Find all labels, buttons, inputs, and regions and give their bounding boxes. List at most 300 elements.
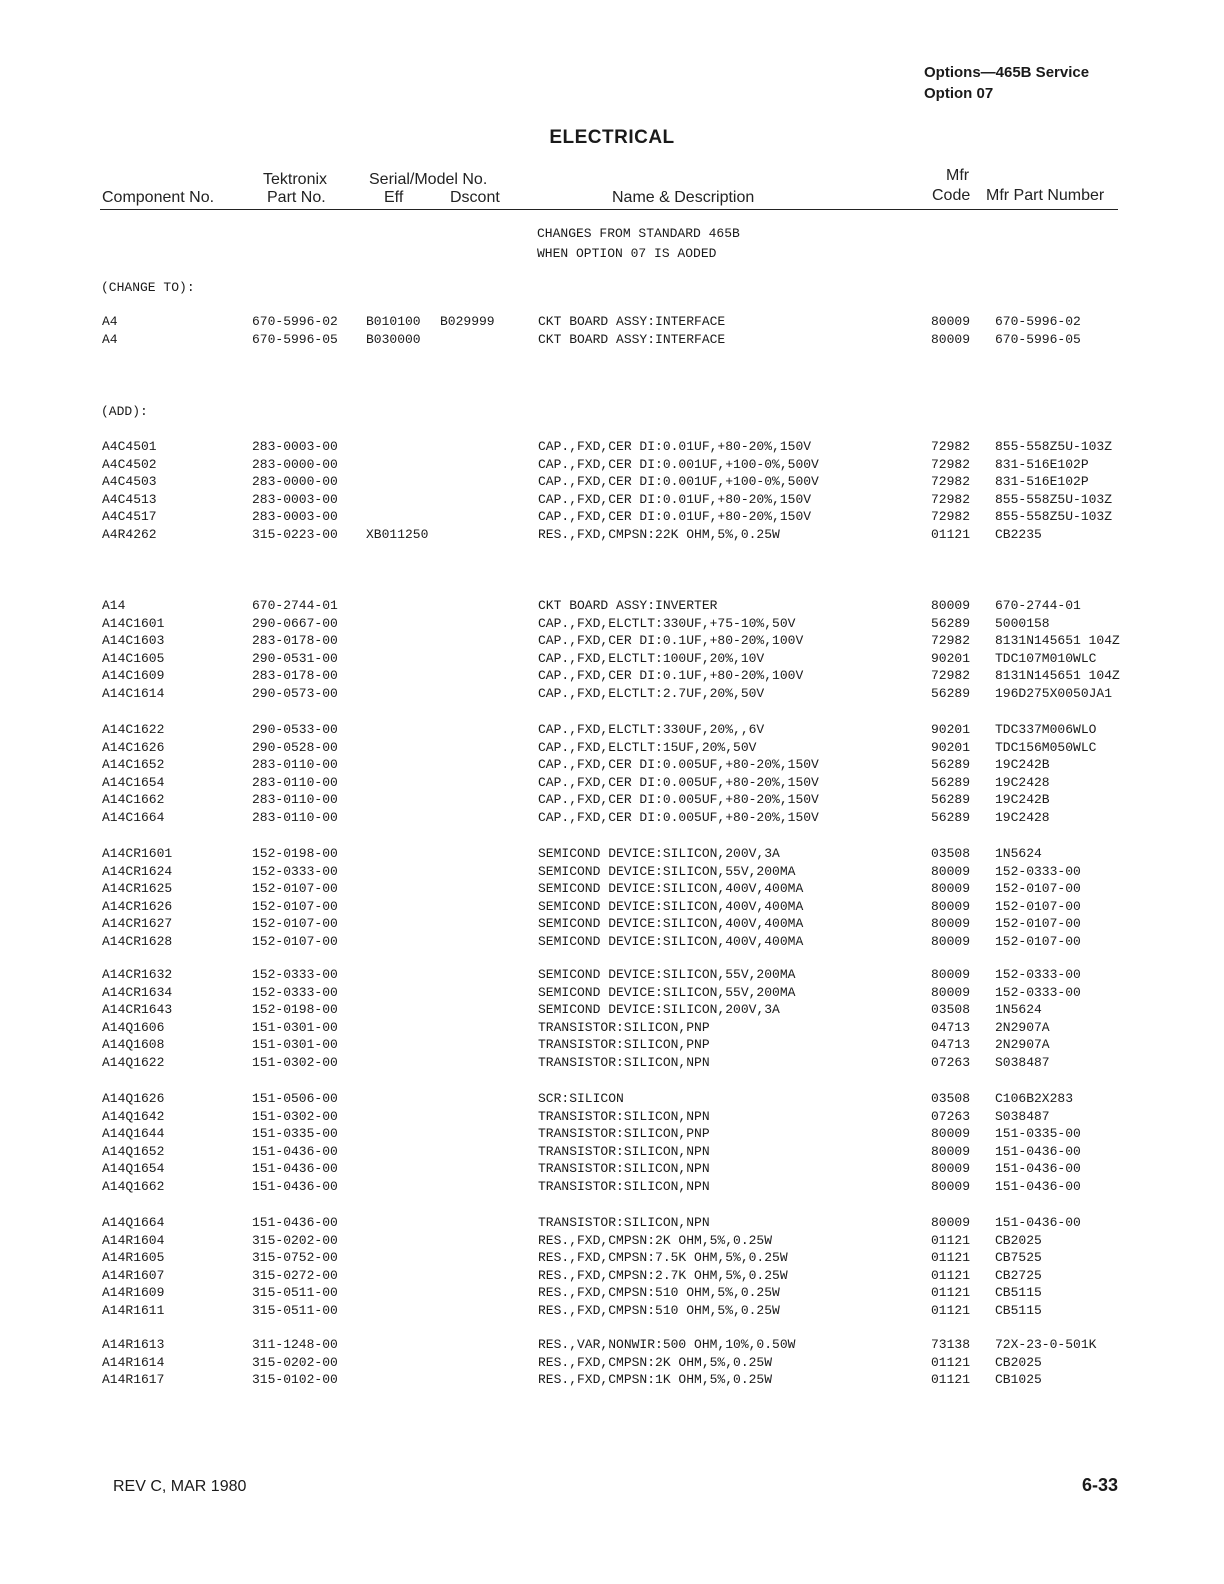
tektronix-part-no: 283-0000-00	[252, 456, 338, 472]
name-description: RES.,VAR,NONWIR:500 OHM,10%,0.50W	[538, 1337, 796, 1352]
mfr-part-number: 670-5996-02	[995, 314, 1081, 329]
component-no: A14CR1626	[102, 898, 173, 914]
tektronix-part-no: 290-0533-00	[252, 722, 338, 737]
tektronix-part-no: 283-0178-00	[252, 668, 338, 684]
mfr-part-number: 5000158	[995, 615, 1050, 631]
name-description: TRANSISTOR:SILICON,PNP	[538, 1019, 710, 1035]
mfr-part-number: 670-5996-05	[995, 331, 1081, 347]
component-no: A14Q1652	[102, 1143, 165, 1159]
mfr-part-number: 151-0436-00	[995, 1161, 1081, 1177]
mfr-part-number: 19C2428	[995, 774, 1050, 790]
mfr-part-number: 151-0436-00	[995, 1143, 1081, 1159]
tektronix-part-no: 315-0202-00	[252, 1354, 338, 1370]
name-description: SEMICOND DEVICE:SILICON,200V,3A	[538, 846, 780, 861]
tektronix-part-no: 152-0107-00	[252, 934, 338, 949]
tektronix-part-no: 151-0301-00	[252, 1037, 338, 1053]
tektronix-part-no: 315-0511-00	[252, 1303, 338, 1318]
component-no: A14CR1625	[102, 881, 173, 897]
col-mfr-line1: Mfr	[946, 167, 970, 184]
mfr-part-number: 196D275X0050JA1	[995, 686, 1113, 701]
tektronix-part-no: 152-0333-00	[252, 967, 338, 982]
mfr-code: 07263	[931, 1055, 971, 1070]
table-row	[0, 1036, 1224, 1054]
component-no: A14Q1662	[102, 1179, 165, 1194]
component-no: A14Q1608	[102, 1037, 165, 1053]
table-row	[0, 331, 1224, 349]
table-row	[0, 632, 1224, 650]
component-no: A14R1614	[102, 1354, 165, 1370]
mfr-part-number: CB2025	[995, 1232, 1042, 1248]
table-row	[0, 667, 1224, 685]
component-no: A14R1605	[102, 1250, 165, 1266]
mfr-part-number: CB2725	[995, 1267, 1042, 1283]
mfr-code: 56289	[931, 792, 971, 808]
name-description: CKT BOARD ASSY:INTERFACE	[538, 314, 726, 329]
name-description: CAP.,FXD,CER DI:0.01UF,+80-20%,150V	[538, 509, 812, 525]
component-no: A14C1652	[102, 757, 165, 773]
mfr-code: 01121	[931, 527, 971, 542]
table-row	[0, 898, 1224, 916]
mfr-part-number: 670-2744-01	[995, 598, 1081, 613]
table-row	[0, 739, 1224, 757]
name-description: RES.,FXD,CMPSN:510 OHM,5%,0.25W	[538, 1303, 780, 1318]
component-no: A14Q1642	[102, 1108, 165, 1124]
name-description: CAP.,FXD,CER DI:0.001UF,+100-0%,500V	[538, 456, 819, 472]
table-row	[0, 845, 1224, 863]
mfr-code: 01121	[931, 1354, 971, 1370]
table-row	[0, 1090, 1224, 1108]
name-description: RES.,FXD,CMPSN:2K OHM,5%,0.25W	[538, 1232, 773, 1248]
mfr-code: 04713	[931, 1019, 971, 1035]
mfr-part-number: 2N2907A	[995, 1037, 1050, 1053]
table-row	[0, 791, 1224, 809]
mfr-part-number: 151-0335-00	[995, 1126, 1081, 1142]
table-row	[0, 1143, 1224, 1161]
table-row	[0, 1302, 1224, 1320]
mfr-code: 80009	[931, 934, 971, 949]
mfr-part-number: 1N5624	[995, 1002, 1042, 1018]
name-description: CAP.,FXD,ELCTLT:15UF,20%,50V	[538, 739, 757, 755]
mfr-part-number: 152-0333-00	[995, 984, 1081, 1000]
table-row	[0, 1284, 1224, 1302]
component-no: A14R1609	[102, 1285, 165, 1301]
col-serial: Serial/Model No.	[369, 171, 488, 188]
component-no: A14C1662	[102, 792, 165, 808]
name-description: CAP.,FXD,ELCTLT:100UF,20%,10V	[538, 650, 765, 666]
mfr-code: 72982	[931, 509, 971, 525]
name-description: SCR:SILICON	[538, 1091, 624, 1106]
mfr-code: 80009	[931, 984, 971, 1000]
mfr-part-number: 152-0107-00	[995, 916, 1081, 932]
name-description: RES.,FXD,CMPSN:510 OHM,5%,0.25W	[538, 1285, 780, 1301]
mfr-part-number: 152-0107-00	[995, 898, 1081, 914]
name-description: CAP.,FXD,CER DI:0.005UF,+80-20%,150V	[538, 810, 819, 825]
table-row	[0, 456, 1224, 474]
name-description: SEMICOND DEVICE:SILICON,400V,400MA	[538, 934, 804, 949]
tektronix-part-no: 151-0436-00	[252, 1179, 338, 1194]
tektronix-part-no: 151-0302-00	[252, 1108, 338, 1124]
mfr-code: 72982	[931, 474, 971, 490]
name-description: TRANSISTOR:SILICON,NPN	[538, 1179, 710, 1194]
component-no: A14CR1643	[102, 1002, 173, 1018]
tektronix-part-no: 152-0107-00	[252, 881, 338, 897]
mfr-code: 56289	[931, 774, 971, 790]
component-no: A4R4262	[102, 527, 157, 542]
mfr-part-number: 2N2907A	[995, 1019, 1050, 1035]
name-description: RES.,FXD,CMPSN:1K OHM,5%,0.25W	[538, 1372, 773, 1388]
table-row	[0, 526, 1224, 544]
tektronix-part-no: 670-2744-01	[252, 598, 338, 613]
mfr-code: 90201	[931, 650, 971, 666]
name-description: RES.,FXD,CMPSN:7.5K OHM,5%,0.25W	[538, 1250, 788, 1266]
mfr-code: 80009	[931, 863, 971, 879]
mfr-part-number: S038487	[995, 1108, 1050, 1124]
col-mfr-code: Code	[932, 187, 971, 204]
mfr-code: 01121	[931, 1232, 971, 1248]
mfr-code: 80009	[931, 1179, 971, 1194]
component-no: A14CR1628	[102, 934, 173, 949]
mfr-code: 73138	[931, 1337, 971, 1352]
table-row	[0, 774, 1224, 792]
component-no: A14Q1644	[102, 1126, 165, 1142]
component-no: A14R1613	[102, 1337, 165, 1352]
tektronix-part-no: 290-0531-00	[252, 650, 338, 666]
table-row	[0, 966, 1224, 984]
mfr-code: 03508	[931, 1091, 971, 1106]
component-no: A14Q1626	[102, 1091, 165, 1106]
name-description: TRANSISTOR:SILICON,NPN	[538, 1161, 710, 1177]
name-description: CAP.,FXD,CER DI:0.005UF,+80-20%,150V	[538, 757, 819, 773]
section-add: (ADD):	[101, 404, 148, 419]
component-no: A14R1607	[102, 1267, 165, 1283]
mfr-code: 56289	[931, 615, 971, 631]
tektronix-part-no: 315-0102-00	[252, 1372, 338, 1388]
name-description: TRANSISTOR:SILICON,PNP	[538, 1037, 710, 1053]
table-row	[0, 1125, 1224, 1143]
mfr-code: 72982	[931, 633, 971, 649]
component-no: A14CR1632	[102, 967, 173, 982]
table-row	[0, 1001, 1224, 1019]
mfr-part-number: 152-0333-00	[995, 863, 1081, 879]
mfr-part-number: 152-0107-00	[995, 934, 1081, 949]
page-title: ELECTRICAL	[549, 127, 675, 148]
table-row	[0, 508, 1224, 526]
mfr-code: 04713	[931, 1037, 971, 1053]
table-row	[0, 809, 1224, 827]
table-row	[0, 1249, 1224, 1267]
mfr-code: 56289	[931, 686, 971, 701]
component-no: A14C1664	[102, 810, 165, 825]
component-no: A14CR1624	[102, 863, 173, 879]
mfr-code: 72982	[931, 456, 971, 472]
tektronix-part-no: 670-5996-05	[252, 331, 338, 347]
mfr-part-number: 19C2428	[995, 810, 1050, 825]
tektronix-part-no: 283-0110-00	[252, 810, 338, 825]
table-row	[0, 650, 1224, 668]
name-description: RES.,FXD,CMPSN:2K OHM,5%,0.25W	[538, 1354, 773, 1370]
table-row	[0, 1232, 1224, 1250]
component-no: A14C1609	[102, 668, 165, 684]
mfr-part-number: CB5115	[995, 1303, 1042, 1318]
section-change-to: (CHANGE TO):	[101, 280, 195, 295]
table-row	[0, 615, 1224, 633]
mfr-code: 80009	[931, 314, 971, 329]
mfr-part-number: 19C242B	[995, 757, 1050, 773]
component-no: A4	[102, 314, 118, 329]
name-description: RES.,FXD,CMPSN:22K OHM,5%,0.25W	[538, 527, 780, 542]
mfr-part-number: CB1025	[995, 1372, 1042, 1388]
name-description: CAP.,FXD,CER DI:0.005UF,+80-20%,150V	[538, 792, 819, 808]
name-description: RES.,FXD,CMPSN:2.7K OHM,5%,0.25W	[538, 1267, 788, 1283]
component-no: A14C1654	[102, 774, 165, 790]
name-description: CAP.,FXD,CER DI:0.01UF,+80-20%,150V	[538, 491, 812, 507]
component-no: A14C1603	[102, 633, 165, 649]
mfr-part-number: 72X-23-0-501K	[995, 1337, 1097, 1352]
table-row	[0, 756, 1224, 774]
table-row	[0, 915, 1224, 933]
table-row	[0, 1214, 1224, 1232]
component-no: A14C1614	[102, 686, 165, 701]
mfr-part-number: 1N5624	[995, 846, 1042, 861]
mfr-part-number: S038487	[995, 1055, 1050, 1070]
table-row	[0, 933, 1224, 951]
mfr-code: 80009	[931, 898, 971, 914]
mfr-code: 80009	[931, 1126, 971, 1142]
component-no: A14R1611	[102, 1303, 165, 1318]
table-row	[0, 1108, 1224, 1126]
mfr-code: 56289	[931, 810, 971, 825]
mfr-part-number: 855-558Z5U-103Z	[995, 491, 1113, 507]
mfr-part-number: CB2025	[995, 1354, 1042, 1370]
tektronix-part-no: 152-0198-00	[252, 846, 338, 861]
component-no: A14R1617	[102, 1372, 165, 1388]
table-row	[0, 1354, 1224, 1372]
table-row	[0, 1160, 1224, 1178]
table-row	[0, 1336, 1224, 1354]
mfr-code: 80009	[931, 1215, 971, 1230]
mfr-code: 56289	[931, 757, 971, 773]
component-no: A14CR1634	[102, 984, 173, 1000]
tektronix-part-no: 283-0000-00	[252, 474, 338, 490]
name-description: SEMICOND DEVICE:SILICON,55V,200MA	[538, 967, 796, 982]
mfr-code: 80009	[931, 881, 971, 897]
component-no: A14Q1622	[102, 1055, 165, 1070]
col-component: Component No.	[102, 189, 215, 206]
tektronix-part-no: 152-0107-00	[252, 916, 338, 932]
mfr-code: 90201	[931, 722, 971, 737]
table-row	[0, 1371, 1224, 1389]
name-description: SEMICOND DEVICE:SILICON,400V,400MA	[538, 898, 804, 914]
name-description: TRANSISTOR:SILICON,NPN	[538, 1055, 710, 1070]
tektronix-part-no: 311-1248-00	[252, 1337, 338, 1352]
component-no: A14C1605	[102, 650, 165, 666]
tektronix-part-no: 151-0301-00	[252, 1019, 338, 1035]
name-description: CKT BOARD ASSY:INTERFACE	[538, 331, 726, 347]
mfr-code: 07263	[931, 1108, 971, 1124]
serial-eff: B010100	[366, 314, 421, 329]
page-number: 6-33	[1082, 1475, 1119, 1495]
table-row	[0, 1019, 1224, 1037]
tektronix-part-no: 152-0333-00	[252, 863, 338, 879]
mfr-part-number: 19C242B	[995, 792, 1050, 808]
name-description: CAP.,FXD,CER DI:0.005UF,+80-20%,150V	[538, 774, 819, 790]
name-description: SEMICOND DEVICE:SILICON,55V,200MA	[538, 863, 796, 879]
mfr-code: 80009	[931, 598, 971, 613]
name-description: CAP.,FXD,CER DI:0.1UF,+80-20%,100V	[538, 668, 804, 684]
header-line-1: Options—465B Service	[924, 64, 1090, 81]
mfr-part-number: 152-0333-00	[995, 967, 1081, 982]
serial-eff: B030000	[366, 331, 421, 347]
note-line-2: WHEN OPTION 07 IS AODED	[537, 246, 717, 261]
footer-revision: REV C, MAR 1980	[113, 1478, 247, 1495]
table-row	[0, 721, 1224, 739]
name-description: CAP.,FXD,ELCTLT:330UF,+75-10%,50V	[538, 615, 796, 631]
mfr-code: 72982	[931, 668, 971, 684]
mfr-part-number: 8131N145651 104Z	[995, 633, 1120, 649]
serial-eff: XB011250	[366, 527, 429, 542]
component-no: A14Q1606	[102, 1019, 165, 1035]
mfr-part-number: CB5115	[995, 1285, 1042, 1301]
tektronix-part-no: 151-0506-00	[252, 1091, 338, 1106]
tektronix-part-no: 151-0335-00	[252, 1126, 338, 1142]
table-row	[0, 473, 1224, 491]
name-description: CAP.,FXD,CER DI:0.1UF,+80-20%,100V	[538, 633, 804, 649]
mfr-code: 80009	[931, 916, 971, 932]
mfr-part-number: 152-0107-00	[995, 881, 1081, 897]
mfr-part-number: CB7525	[995, 1250, 1042, 1266]
mfr-part-number: 151-0436-00	[995, 1179, 1081, 1194]
mfr-code: 01121	[931, 1303, 971, 1318]
tektronix-part-no: 315-0202-00	[252, 1232, 338, 1248]
tektronix-part-no: 151-0436-00	[252, 1161, 338, 1177]
component-no: A14C1622	[102, 722, 165, 737]
tektronix-part-no: 152-0198-00	[252, 1002, 338, 1018]
name-description: TRANSISTOR:SILICON,PNP	[538, 1126, 710, 1142]
component-no: A4C4517	[102, 509, 157, 525]
name-description: SEMICOND DEVICE:SILICON,55V,200MA	[538, 984, 796, 1000]
name-description: CKT BOARD ASSY:INVERTER	[538, 598, 718, 613]
tektronix-part-no: 315-0752-00	[252, 1250, 338, 1266]
mfr-part-number: 831-516E102P	[995, 474, 1089, 490]
tektronix-part-no: 283-0178-00	[252, 633, 338, 649]
tektronix-part-no: 315-0511-00	[252, 1285, 338, 1301]
component-no: A14	[102, 598, 126, 613]
name-description: CAP.,FXD,ELCTLT:2.7UF,20%,50V	[538, 686, 765, 701]
name-description: TRANSISTOR:SILICON,NPN	[538, 1108, 710, 1124]
component-no: A14CR1627	[102, 916, 173, 932]
table-row	[0, 313, 1224, 331]
col-eff: Eff	[384, 189, 404, 206]
mfr-code: 90201	[931, 739, 971, 755]
mfr-code: 03508	[931, 846, 971, 861]
table-row	[0, 1178, 1224, 1196]
tektronix-part-no: 152-0333-00	[252, 984, 338, 1000]
header-line-2: Option 07	[924, 85, 994, 102]
table-row	[0, 1054, 1224, 1072]
table-row	[0, 1267, 1224, 1285]
tektronix-part-no: 283-0003-00	[252, 509, 338, 525]
component-no: A14R1604	[102, 1232, 165, 1248]
mfr-part-number: TDC337M006WLO	[995, 722, 1097, 737]
mfr-part-number: 8131N145651 104Z	[995, 668, 1120, 684]
tektronix-part-no: 290-0667-00	[252, 615, 338, 631]
name-description: TRANSISTOR:SILICON,NPN	[538, 1143, 710, 1159]
tektronix-part-no: 283-0110-00	[252, 774, 338, 790]
component-no: A14CR1601	[102, 846, 173, 861]
tektronix-part-no: 290-0528-00	[252, 739, 338, 755]
component-no: A14C1601	[102, 615, 165, 631]
col-dscont: Dscont	[450, 189, 500, 206]
table-row	[0, 685, 1224, 703]
mfr-part-number: 855-558Z5U-103Z	[995, 439, 1113, 454]
tektronix-part-no: 152-0107-00	[252, 898, 338, 914]
table-row	[0, 438, 1224, 456]
tektronix-part-no: 151-0436-00	[252, 1215, 338, 1230]
note-line-1: CHANGES FROM STANDARD 465B	[537, 226, 740, 241]
name-description: SEMICOND DEVICE:SILICON,400V,400MA	[538, 881, 804, 897]
col-name-description: Name & Description	[612, 189, 755, 206]
mfr-code: 01121	[931, 1267, 971, 1283]
table-row	[0, 863, 1224, 881]
tektronix-part-no: 670-5996-02	[252, 314, 338, 329]
name-description: CAP.,FXD,CER DI:0.001UF,+100-0%,500V	[538, 474, 819, 490]
tektronix-part-no: 315-0272-00	[252, 1267, 338, 1283]
tektronix-part-no: 283-0110-00	[252, 792, 338, 808]
col-tek-line2: Part No.	[267, 189, 326, 206]
component-no: A4C4502	[102, 456, 157, 472]
name-description: SEMICOND DEVICE:SILICON,400V,400MA	[538, 916, 804, 932]
tektronix-part-no: 283-0003-00	[252, 491, 338, 507]
tektronix-part-no: 151-0302-00	[252, 1055, 338, 1070]
mfr-code: 72982	[931, 491, 971, 507]
name-description: SEMICOND DEVICE:SILICON,200V,3A	[538, 1002, 780, 1018]
component-no: A14Q1654	[102, 1161, 165, 1177]
mfr-part-number: C106B2X283	[995, 1091, 1074, 1106]
mfr-code: 01121	[931, 1372, 971, 1388]
table-row	[0, 984, 1224, 1002]
mfr-code: 80009	[931, 1161, 971, 1177]
mfr-code: 80009	[931, 967, 971, 982]
mfr-part-number: TDC107M010WLC	[995, 650, 1097, 666]
component-no: A14C1626	[102, 739, 165, 755]
mfr-code: 72982	[931, 439, 971, 454]
mfr-code: 80009	[931, 331, 971, 347]
name-description: CAP.,FXD,ELCTLT:330UF,20%,,6V	[538, 722, 765, 737]
component-no: A4	[102, 331, 118, 347]
table-row	[0, 880, 1224, 898]
mfr-part-number: 831-516E102P	[995, 456, 1089, 472]
mfr-code: 01121	[931, 1250, 971, 1266]
mfr-part-number: 855-558Z5U-103Z	[995, 509, 1113, 525]
name-description: TRANSISTOR:SILICON,NPN	[538, 1215, 710, 1230]
col-mfr-part-number: Mfr Part Number	[986, 187, 1105, 204]
mfr-code: 03508	[931, 1002, 971, 1018]
table-row	[0, 491, 1224, 509]
mfr-part-number: 151-0436-00	[995, 1215, 1081, 1230]
mfr-part-number: CB2235	[995, 527, 1042, 542]
component-no: A14Q1664	[102, 1215, 165, 1230]
mfr-part-number: TDC156M050WLC	[995, 739, 1097, 755]
name-description: CAP.,FXD,CER DI:0.01UF,+80-20%,150V	[538, 439, 812, 454]
table-row	[0, 597, 1224, 615]
mfr-code: 80009	[931, 1143, 971, 1159]
col-tek-line1: Tektronix	[263, 171, 328, 188]
tektronix-part-no: 151-0436-00	[252, 1143, 338, 1159]
component-no: A4C4501	[102, 439, 157, 454]
tektronix-part-no: 283-0003-00	[252, 439, 338, 454]
tektronix-part-no: 283-0110-00	[252, 757, 338, 773]
tektronix-part-no: 315-0223-00	[252, 527, 338, 542]
